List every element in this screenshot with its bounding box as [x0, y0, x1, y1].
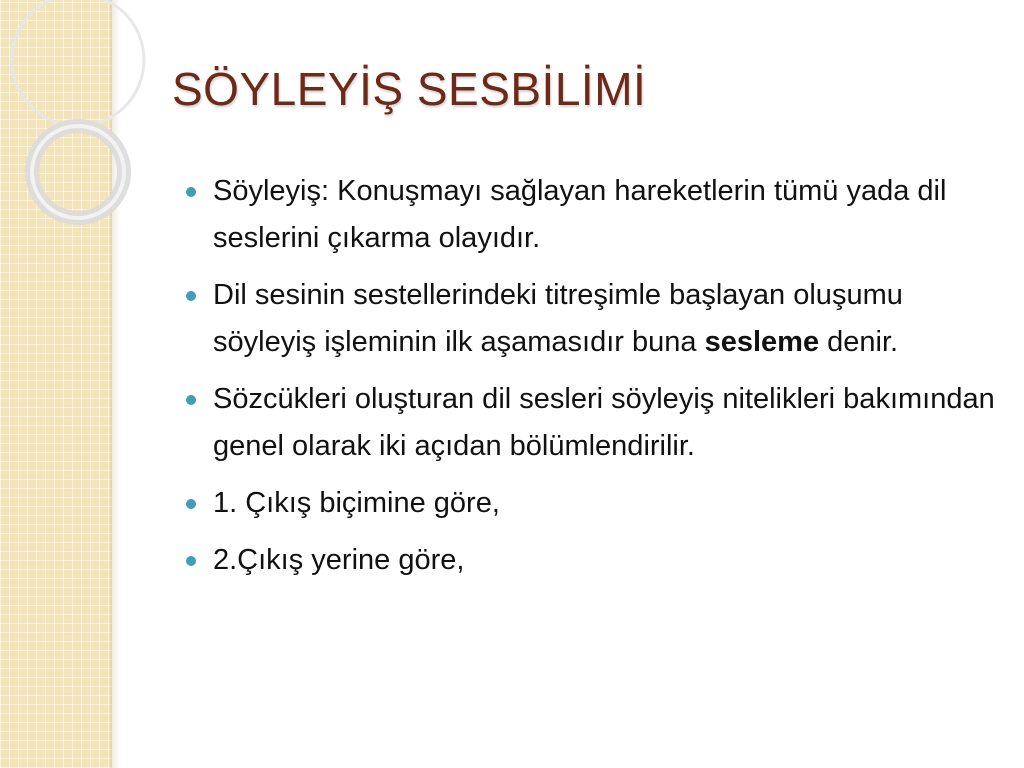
slide-title: SÖYLEYİŞ SESBİLİMİ: [172, 63, 647, 115]
bullet-item: [186, 376, 996, 470]
bullet-item: [186, 480, 996, 527]
bullet-text: 1. Çıkış biçimine göre,: [213, 487, 500, 519]
bullet-text: 2.Çıkış yerine göre,: [213, 544, 465, 576]
bullet-dot-icon: [186, 187, 196, 197]
bullet-emphasis-term: sesleme: [704, 326, 820, 358]
bullet-item: [186, 537, 996, 584]
bullet-dot-icon: [186, 291, 196, 301]
bullet-text: Sözcükleri oluşturan dil sesleri söyleyiş nitelikleri bakımından genel olarak iki açıdan bölümlendirilir.: [213, 383, 995, 462]
bullet-dot-icon: [186, 556, 196, 566]
bullet-text-lead: Dil sesinin sestellerindeki titreşimle başlayan oluşumu söyleyiş işleminin ilk aşamasıdır buna: [213, 279, 903, 358]
bullet-item: [186, 272, 996, 366]
decorative-ring-thick-highlight: [32, 126, 124, 218]
bullet-item: [186, 168, 996, 262]
decorative-ring-large: [12, 0, 144, 126]
bullet-dot-icon: [186, 499, 196, 509]
bullet-dot-icon: [186, 395, 196, 405]
bullet-text: Söyleyiş: Konuşmayı sağlayan hareketlerin tümü yada dil seslerini çıkarma olayıdır.: [213, 175, 947, 254]
bullet-list: [186, 168, 996, 594]
decorative-rings: [0, 0, 200, 260]
bullet-text-tail: denir.: [819, 326, 899, 358]
